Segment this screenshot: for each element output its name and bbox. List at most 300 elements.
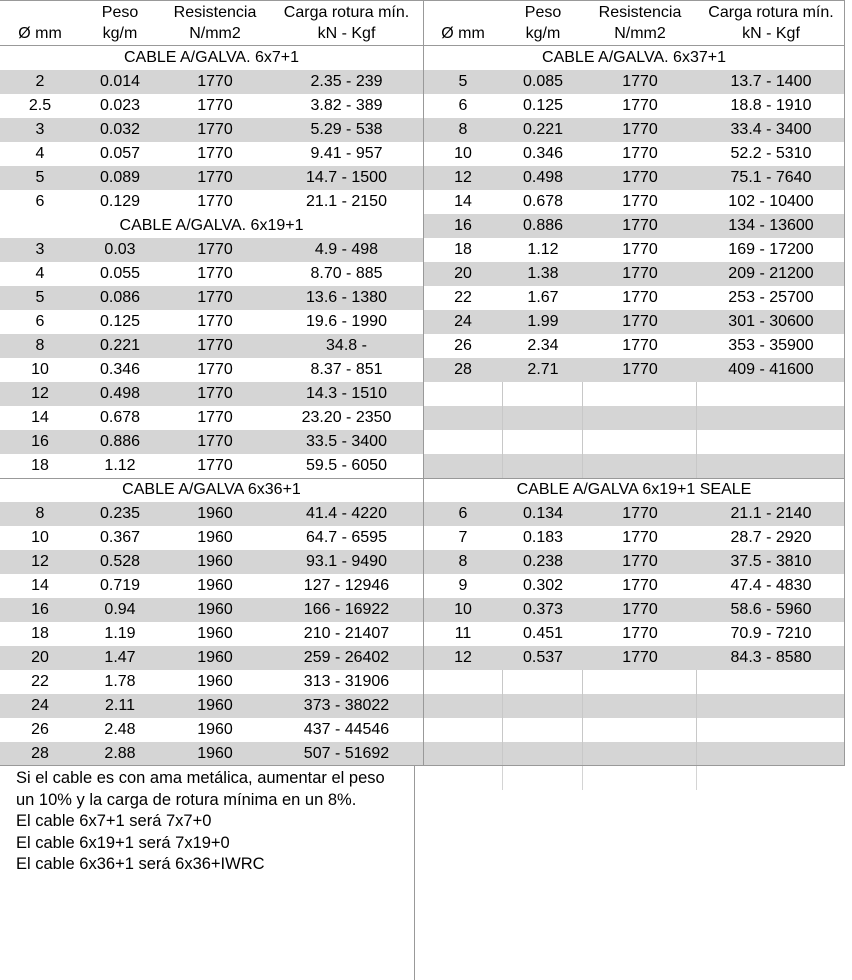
resistencia-cell: 1770 <box>622 241 658 258</box>
carga-cell: 373 - 38022 <box>303 697 390 714</box>
note-line: El cable 6x36+1 será 6x36+IWRC <box>16 855 265 873</box>
diameter-cell: 14 <box>31 409 49 426</box>
section-divider-line <box>0 478 845 479</box>
peso-cell <box>503 454 583 478</box>
resistencia-cell: 1770 <box>197 169 233 186</box>
peso-cell: 0.886 <box>522 217 564 234</box>
carga-cell: 13.7 - 1400 <box>730 73 812 90</box>
header-peso <box>80 2 160 44</box>
header-diameter-label: Ø mm <box>18 25 62 42</box>
peso-cell: 0.032 <box>99 121 141 138</box>
right-table <box>423 0 845 766</box>
table-row <box>423 502 845 526</box>
header-diameter <box>0 2 80 44</box>
table-row <box>423 694 845 718</box>
carga-cell: 14.3 - 1510 <box>306 385 387 402</box>
carga-cell <box>697 454 845 478</box>
header-peso-unit: kg/m <box>102 25 138 42</box>
diameter-cell: 16 <box>31 601 49 618</box>
carga-cell: 2.35 - 239 <box>310 73 383 90</box>
table-row <box>0 742 423 766</box>
diameter-cell: 12 <box>454 169 472 186</box>
peso-cell: 0.086 <box>99 289 141 306</box>
resistencia-cell: 1770 <box>197 313 233 330</box>
peso-cell: 0.94 <box>104 601 136 618</box>
resistencia-cell: 1770 <box>197 337 233 354</box>
diameter-cell: 18 <box>31 625 49 642</box>
table-row <box>0 142 423 166</box>
diameter-cell: 6 <box>35 193 45 210</box>
peso-cell: 1.38 <box>527 265 559 282</box>
peso-cell: 0.719 <box>99 577 141 594</box>
column-divider <box>423 0 424 765</box>
carga-cell: 301 - 30600 <box>728 313 814 330</box>
table-row <box>0 598 423 622</box>
carga-cell: 8.37 - 851 <box>310 361 383 378</box>
diameter-cell: 22 <box>454 289 472 306</box>
carga-cell: 13.6 - 1380 <box>306 289 387 306</box>
resistencia-cell <box>583 742 697 766</box>
resistencia-cell: 1770 <box>622 529 658 546</box>
table-row <box>0 406 423 430</box>
table-row <box>0 262 423 286</box>
peso-cell: 0.886 <box>99 433 141 450</box>
diameter-cell: 22 <box>31 673 49 690</box>
resistencia-cell: 1960 <box>197 601 233 618</box>
table-row <box>0 310 423 334</box>
resistencia-cell: 1770 <box>622 601 658 618</box>
resistencia-cell <box>583 382 697 406</box>
table-row <box>423 646 845 670</box>
carga-cell: 210 - 21407 <box>303 625 390 642</box>
carga-cell <box>697 694 845 718</box>
resistencia-cell: 1770 <box>622 625 658 642</box>
header-carga-label: Carga rotura mín. <box>708 4 834 21</box>
header-resistencia-unit: N/mm2 <box>189 25 241 42</box>
table-row <box>423 382 845 406</box>
table-row <box>0 502 423 526</box>
diameter-cell: 11 <box>454 625 472 642</box>
diameter-cell: 26 <box>31 721 49 738</box>
diameter-cell <box>423 382 503 406</box>
resistencia-cell: 1770 <box>622 289 658 306</box>
header-resistencia-label: Resistencia <box>173 4 257 21</box>
carga-cell: 93.1 - 9490 <box>306 553 387 570</box>
peso-cell <box>503 406 583 430</box>
peso-cell: 0.238 <box>522 553 564 570</box>
table-row <box>423 622 845 646</box>
diameter-cell: 4 <box>35 145 45 162</box>
peso-cell: 0.367 <box>99 529 141 546</box>
table-row <box>0 622 423 646</box>
diameter-cell: 12 <box>31 385 49 402</box>
resistencia-cell: 1770 <box>622 337 658 354</box>
carga-cell: 313 - 31906 <box>303 673 390 690</box>
table-row <box>423 670 845 694</box>
right-table-body <box>423 46 845 766</box>
resistencia-cell: 1770 <box>197 265 233 282</box>
note-line: El cable 6x19+1 será 7x19+0 <box>16 833 230 852</box>
carga-cell: 4.9 - 498 <box>314 241 379 258</box>
peso-cell: 1.78 <box>104 673 136 690</box>
header-carga <box>697 2 845 44</box>
table-row <box>423 598 845 622</box>
diameter-cell <box>423 718 503 742</box>
diameter-cell: 10 <box>31 361 49 378</box>
carga-cell <box>697 670 845 694</box>
peso-cell: 0.085 <box>522 73 564 90</box>
note-line: El cable 6x7+1 será 7x7+0 <box>16 812 212 830</box>
carga-cell: 59.5 - 6050 <box>306 457 387 474</box>
header-peso-unit: kg/m <box>525 25 561 42</box>
carga-cell: 70.9 - 7210 <box>730 625 812 642</box>
carga-cell: 75.1 - 7640 <box>730 169 812 186</box>
peso-cell: 2.48 <box>104 721 136 738</box>
carga-cell: 84.3 - 8580 <box>730 649 812 666</box>
peso-cell: 2.88 <box>104 745 136 762</box>
diameter-cell: 8 <box>35 505 45 522</box>
table-row <box>423 238 845 262</box>
table-row <box>423 574 845 598</box>
diameter-cell <box>423 670 503 694</box>
diameter-cell: 16 <box>454 217 472 234</box>
carga-cell: 37.5 - 3810 <box>730 553 812 570</box>
diameter-cell: 18 <box>454 241 472 258</box>
carga-cell: 209 - 21200 <box>728 265 814 282</box>
table-row <box>423 430 845 454</box>
resistencia-cell: 1770 <box>622 193 658 210</box>
table-row <box>0 694 423 718</box>
header-peso <box>503 2 583 44</box>
diameter-cell: 8 <box>35 337 45 354</box>
diameter-cell: 3 <box>35 121 45 138</box>
peso-cell <box>503 382 583 406</box>
diameter-cell: 9 <box>458 577 468 594</box>
header-peso-label: Peso <box>524 4 562 21</box>
header-carga-unit: kN - Kgf <box>742 25 800 42</box>
peso-cell: 0.528 <box>99 553 141 570</box>
carga-cell: 134 - 13600 <box>728 217 814 234</box>
resistencia-cell: 1770 <box>197 409 233 426</box>
resistencia-cell: 1960 <box>197 625 233 642</box>
carga-cell <box>697 382 845 406</box>
resistencia-cell: 1960 <box>197 697 233 714</box>
header-diameter-label: Ø mm <box>441 25 485 42</box>
carga-cell <box>697 406 845 430</box>
carga-cell: 169 - 17200 <box>728 241 814 258</box>
left-header <box>0 0 423 46</box>
header-carga-unit: kN - Kgf <box>317 25 376 42</box>
table-row <box>423 94 845 118</box>
header-resistencia <box>583 2 697 44</box>
peso-cell <box>503 430 583 454</box>
diameter-cell: 5 <box>35 169 45 186</box>
resistencia-cell: 1770 <box>197 433 233 450</box>
section-title: CABLE A/GALVA 6x36+1 <box>122 481 301 498</box>
diameter-cell: 20 <box>31 649 49 666</box>
table-row <box>0 94 423 118</box>
table-right-edge <box>844 0 845 765</box>
peso-cell: 0.03 <box>104 241 136 258</box>
diameter-cell: 4 <box>35 265 45 282</box>
diameter-cell: 14 <box>454 193 472 210</box>
peso-cell: 0.498 <box>99 385 141 402</box>
carga-cell: 21.1 - 2150 <box>306 193 387 210</box>
peso-cell: 0.451 <box>522 625 564 642</box>
carga-cell: 437 - 44546 <box>303 721 390 738</box>
resistencia-cell: 1770 <box>197 457 233 474</box>
table-row <box>0 550 423 574</box>
table-row <box>0 430 423 454</box>
section-title: CABLE A/GALVA 6x19+1 SEALE <box>516 481 752 498</box>
carga-cell: 33.4 - 3400 <box>730 121 812 138</box>
resistencia-cell: 1770 <box>622 121 658 138</box>
diameter-cell: 8 <box>458 121 468 138</box>
header-carga <box>270 2 423 44</box>
diameter-cell: 6 <box>458 97 468 114</box>
carga-cell: 5.29 - 538 <box>310 121 383 138</box>
peso-cell: 0.221 <box>522 121 564 138</box>
table-row <box>0 166 423 190</box>
table-row <box>423 166 845 190</box>
table-row <box>423 406 845 430</box>
table-row <box>423 286 845 310</box>
resistencia-cell: 1770 <box>622 73 658 90</box>
table-row <box>423 334 845 358</box>
peso-cell <box>503 694 583 718</box>
diameter-cell: 26 <box>454 337 472 354</box>
peso-cell: 2.11 <box>105 697 135 714</box>
resistencia-cell: 1960 <box>197 721 233 738</box>
table-row <box>0 454 423 478</box>
resistencia-cell: 1960 <box>197 505 233 522</box>
carga-cell: 127 - 12946 <box>303 577 390 594</box>
table-row <box>423 214 845 238</box>
table-row <box>0 70 423 94</box>
peso-cell: 0.498 <box>522 169 564 186</box>
peso-cell: 0.129 <box>99 193 141 210</box>
peso-cell: 0.055 <box>99 265 141 282</box>
resistencia-cell: 1770 <box>197 73 233 90</box>
header-resistencia <box>160 2 270 44</box>
carga-cell: 33.5 - 3400 <box>306 433 387 450</box>
table-row <box>0 286 423 310</box>
peso-cell: 0.678 <box>522 193 564 210</box>
peso-cell: 2.34 <box>527 337 559 354</box>
resistencia-cell: 1960 <box>197 553 233 570</box>
diameter-cell: 10 <box>31 529 49 546</box>
diameter-cell <box>423 694 503 718</box>
resistencia-cell: 1770 <box>622 217 658 234</box>
empty-grid-area <box>423 766 845 980</box>
table-row <box>0 718 423 742</box>
carga-cell: 14.7 - 1500 <box>306 169 387 186</box>
carga-cell: 19.6 - 1990 <box>306 313 387 330</box>
table-row <box>0 382 423 406</box>
peso-cell: 0.125 <box>522 97 564 114</box>
note-box <box>0 766 415 980</box>
table-row <box>0 334 423 358</box>
peso-cell: 0.183 <box>522 529 564 546</box>
resistencia-cell: 1960 <box>197 529 233 546</box>
carga-cell <box>697 430 845 454</box>
peso-cell: 0.221 <box>99 337 141 354</box>
peso-cell: 0.089 <box>99 169 141 186</box>
resistencia-cell <box>583 454 697 478</box>
diameter-cell: 12 <box>454 649 472 666</box>
peso-cell: 1.12 <box>527 241 559 258</box>
peso-cell: 0.134 <box>522 505 564 522</box>
resistencia-cell: 1960 <box>197 745 233 762</box>
table-row <box>423 718 845 742</box>
peso-cell: 1.47 <box>104 649 136 666</box>
carga-cell: 8.70 - 885 <box>310 265 383 282</box>
grid-line <box>582 766 583 790</box>
resistencia-cell <box>583 670 697 694</box>
table-row <box>423 310 845 334</box>
peso-cell: 0.373 <box>522 601 564 618</box>
header-peso-label: Peso <box>101 4 139 21</box>
table-row <box>423 70 845 94</box>
diameter-cell <box>423 406 503 430</box>
resistencia-cell: 1770 <box>197 121 233 138</box>
table-row <box>423 742 845 766</box>
carga-cell: 58.6 - 5960 <box>730 601 812 618</box>
resistencia-cell <box>583 694 697 718</box>
diameter-cell: 20 <box>454 265 472 282</box>
grid-line <box>502 766 503 790</box>
diameter-cell: 24 <box>454 313 472 330</box>
right-header <box>423 0 845 46</box>
table-row <box>0 646 423 670</box>
diameter-cell: 18 <box>31 457 49 474</box>
peso-cell: 0.023 <box>99 97 141 114</box>
resistencia-cell: 1770 <box>197 385 233 402</box>
carga-cell: 34.8 - <box>326 337 367 354</box>
header-resistencia-unit: N/mm2 <box>614 25 666 42</box>
peso-cell: 0.125 <box>99 313 141 330</box>
peso-cell: 0.346 <box>99 361 141 378</box>
peso-cell: 0.537 <box>522 649 564 666</box>
carga-cell <box>697 742 845 766</box>
resistencia-cell: 1770 <box>622 361 658 378</box>
resistencia-cell: 1770 <box>197 145 233 162</box>
peso-cell: 0.346 <box>522 145 564 162</box>
table-row <box>423 526 845 550</box>
carga-cell: 41.4 - 4220 <box>306 505 387 522</box>
peso-cell <box>503 670 583 694</box>
resistencia-cell <box>583 718 697 742</box>
table-row <box>423 190 845 214</box>
left-table-body <box>0 46 423 766</box>
table-row <box>0 190 423 214</box>
carga-cell: 9.41 - 957 <box>310 145 383 162</box>
carga-cell: 166 - 16922 <box>303 601 390 618</box>
diameter-cell: 14 <box>31 577 49 594</box>
left-table <box>0 0 423 766</box>
resistencia-cell: 1770 <box>197 361 233 378</box>
diameter-cell: 12 <box>31 553 49 570</box>
diameter-cell: 10 <box>454 601 472 618</box>
resistencia-cell: 1960 <box>197 673 233 690</box>
diameter-cell: 5 <box>458 73 468 90</box>
table-row <box>0 574 423 598</box>
diameter-cell: 5 <box>35 289 45 306</box>
carga-cell: 3.82 - 389 <box>310 97 383 114</box>
diameter-cell: 10 <box>454 145 472 162</box>
diameter-cell: 3 <box>35 241 45 258</box>
diameter-cell: 7 <box>458 529 468 546</box>
note-line: Si el cable es con ama metálica, aumentar el peso un 10% y la carga de rotura mínima en un 8%. <box>16 769 385 809</box>
diameter-cell: 24 <box>31 697 49 714</box>
resistencia-cell: 1960 <box>197 577 233 594</box>
peso-cell: 0.014 <box>99 73 141 90</box>
diameter-cell <box>423 430 503 454</box>
diameter-cell: 8 <box>458 553 468 570</box>
table-row <box>0 670 423 694</box>
resistencia-cell: 1770 <box>622 169 658 186</box>
diameter-cell: 2.5 <box>28 97 52 114</box>
section-title: CABLE A/GALVA. 6x37+1 <box>542 49 726 66</box>
peso-cell: 1.12 <box>104 457 136 474</box>
carga-cell: 259 - 26402 <box>303 649 390 666</box>
carga-cell: 47.4 - 4830 <box>730 577 812 594</box>
peso-cell: 0.057 <box>99 145 141 162</box>
resistencia-cell: 1770 <box>622 553 658 570</box>
peso-cell <box>503 718 583 742</box>
carga-cell: 28.7 - 2920 <box>730 529 812 546</box>
carga-cell: 18.8 - 1910 <box>730 97 812 114</box>
resistencia-cell: 1770 <box>622 265 658 282</box>
table-row <box>423 454 845 478</box>
peso-cell: 1.67 <box>527 289 559 306</box>
header-carga-label: Carga rotura mín. <box>283 4 410 21</box>
diameter-cell: 2 <box>35 73 45 90</box>
table-row <box>0 358 423 382</box>
carga-cell: 507 - 51692 <box>303 745 390 762</box>
diameter-cell: 16 <box>31 433 49 450</box>
table-row <box>0 526 423 550</box>
diameter-cell: 28 <box>454 361 472 378</box>
table-row <box>423 262 845 286</box>
carga-cell: 52.2 - 5310 <box>730 145 812 162</box>
diameter-cell: 6 <box>458 505 468 522</box>
resistencia-cell: 1770 <box>197 97 233 114</box>
resistencia-cell: 1770 <box>622 97 658 114</box>
peso-cell: 0.302 <box>522 577 564 594</box>
peso-cell: 0.235 <box>99 505 141 522</box>
section-title: CABLE A/GALVA. 6x7+1 <box>123 49 300 66</box>
table-row <box>0 238 423 262</box>
diameter-cell <box>423 454 503 478</box>
carga-cell <box>697 718 845 742</box>
peso-cell: 2.71 <box>527 361 559 378</box>
resistencia-cell: 1770 <box>622 649 658 666</box>
resistencia-cell: 1770 <box>622 145 658 162</box>
resistencia-cell: 1770 <box>622 313 658 330</box>
table-row <box>0 118 423 142</box>
resistencia-cell <box>583 406 697 430</box>
peso-cell: 1.99 <box>527 313 559 330</box>
carga-cell: 64.7 - 6595 <box>306 529 387 546</box>
section-title: CABLE A/GALVA. 6x19+1 <box>119 217 304 234</box>
carga-cell: 23.20 - 2350 <box>301 409 392 426</box>
peso-cell <box>503 742 583 766</box>
resistencia-cell: 1770 <box>197 241 233 258</box>
diameter-cell <box>423 742 503 766</box>
resistencia-cell: 1770 <box>197 193 233 210</box>
peso-cell: 1.19 <box>104 625 136 642</box>
